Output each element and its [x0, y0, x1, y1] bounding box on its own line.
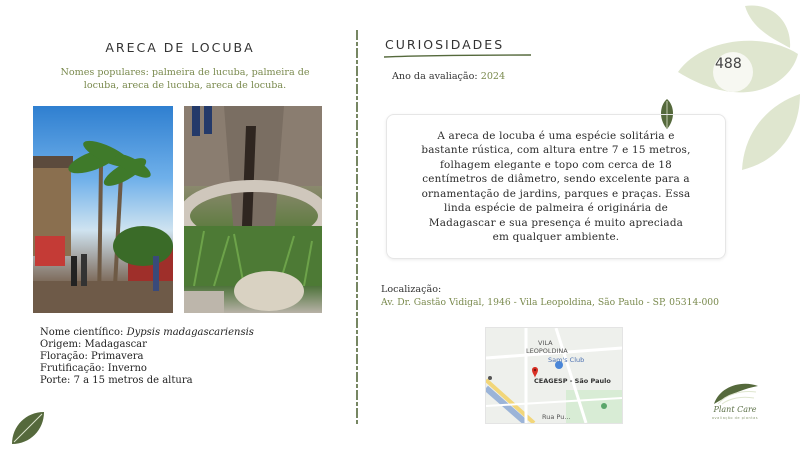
leaf-bottom-right — [742, 94, 800, 170]
curiosity-line: linda espécie de palmeira é originária de — [443, 202, 669, 214]
map-street-label: Rua Pu... — [542, 413, 571, 421]
leaf-bottom-left-icon — [8, 408, 48, 448]
popular-names — [40, 66, 330, 92]
logo-tagline: avaliação de plantas — [711, 416, 759, 420]
map-area-label: LEOPOLDINA — [526, 347, 568, 355]
logo-name: Plant Care — [713, 405, 757, 414]
spec-flowering: Floração: Primavera — [40, 351, 144, 362]
curiosity-line: bastante rústica, com altura entre 7 e 15 metros, — [421, 144, 691, 156]
plant-care-logo-icon — [712, 380, 760, 406]
popular-names-line-1: Nomes populares: palmeira de lucuba, palmeira de — [60, 67, 310, 78]
map-area-label: VILA — [538, 339, 553, 347]
evaluation-year: Ano da avaliação: 2024 — [392, 71, 506, 82]
curiosities-title: CURIOSIDADES — [385, 37, 505, 52]
map-roads — [486, 328, 622, 423]
curiosity-line: centímetros de diâmetro, sendo excelente para a — [422, 173, 690, 185]
plant-specs — [40, 327, 254, 387]
curiosity-line: ornamentação de jardins, parques e praças. Essa — [421, 187, 691, 200]
curiosity-line: folhagem elegante e topo com cerca de 18 — [440, 158, 672, 171]
curiosity-line: Madagascar e sua presença é muito apreciada — [428, 216, 684, 229]
curiosity-text — [421, 129, 690, 245]
palm-tree-illustration — [33, 106, 173, 313]
trunk-illustration — [184, 106, 322, 313]
spec-origin: Origem: Madagascar — [40, 339, 147, 350]
plant-number-badge: 488 — [715, 56, 742, 72]
curiosities-underline — [383, 53, 533, 59]
popular-names-line-2: locuba, areca de lucuba, areca de locuba. — [83, 80, 287, 91]
map-poi-label: Sam's Club — [548, 356, 585, 364]
map-pin-label: CEAGESP - São Paulo — [534, 377, 611, 385]
spec-size: Porte: 7 a 15 metros de altura — [40, 375, 193, 386]
plant-title: ARECA DE LOCUBA — [105, 40, 255, 55]
trunk-detail-photo — [184, 106, 322, 313]
curiosity-line: em qualquer ambiente. — [492, 231, 620, 243]
curiosity-line: A areca de locuba é uma espécie solitária e — [437, 129, 675, 142]
location-label: Localização: — [381, 284, 442, 295]
spec-scientific-name: Nome científico: Dypsis madagascariensis — [40, 327, 254, 338]
curiosity-card — [386, 114, 726, 259]
location-map[interactable] — [485, 327, 623, 424]
location-address: Av. Dr. Gastão Vidigal, 1946 - Vila Leopoldina, São Paulo - SP, 05314-000 — [381, 297, 719, 308]
evaluation-year-value: 2024 — [480, 71, 506, 82]
spec-fruiting: Frutificação: Inverno — [40, 363, 147, 374]
palm-tree-photo — [33, 106, 173, 313]
column-divider — [355, 30, 359, 425]
scientific-name-value: Dypsis madagascariensis — [126, 327, 254, 338]
